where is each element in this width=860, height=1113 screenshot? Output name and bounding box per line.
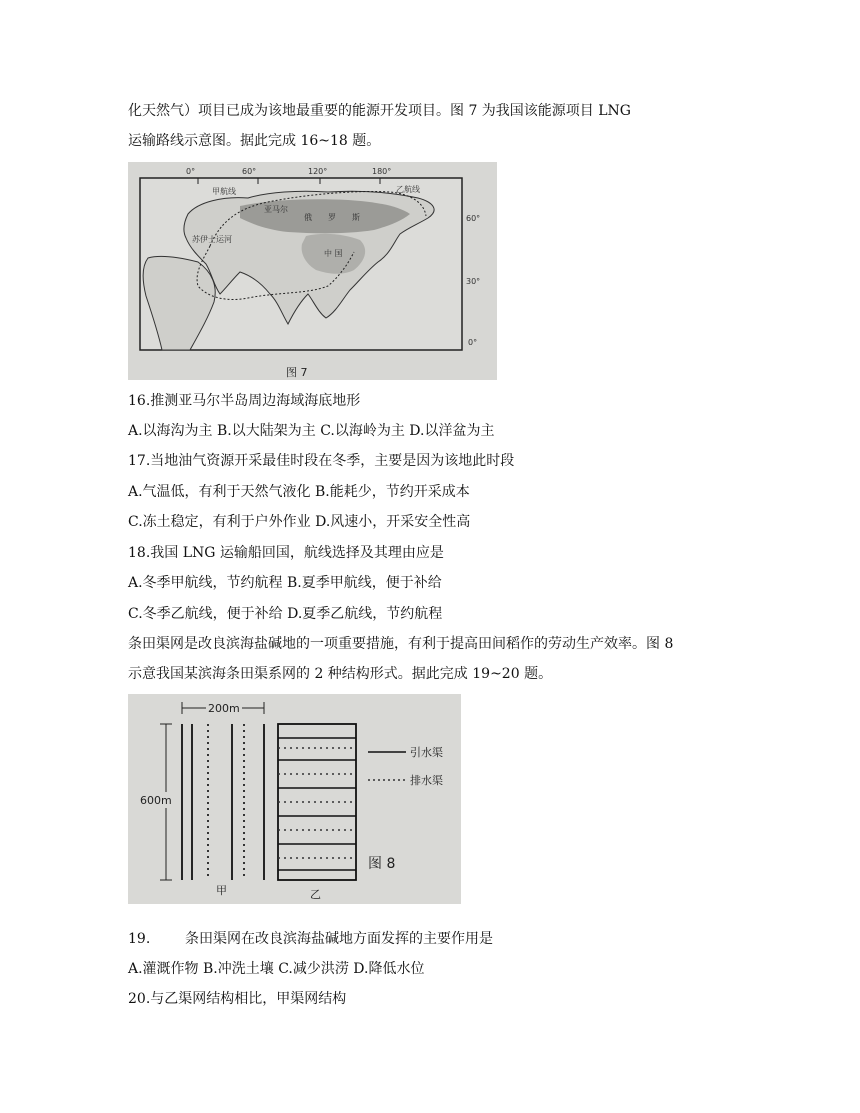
lon-label-120: 120° <box>308 167 328 176</box>
q18-options-1: A.冬季甲航线，节约航程 B.夏季甲航线，便于补给 <box>128 575 442 591</box>
lon-label-0: 0° <box>186 167 196 176</box>
lat-label-30: 30° <box>466 277 481 286</box>
lon-label-60: 60° <box>242 167 257 176</box>
intro2-line-2: 示意我国某滨海条田渠系网的 2 种结构形式。据此完成 19~20 题。 <box>128 666 553 682</box>
russia-label-1: 俄 <box>304 213 312 222</box>
figure-7-caption: 图 7 <box>286 366 308 379</box>
q19-line <box>128 929 493 949</box>
figure-8-diagram <box>128 694 461 904</box>
q18-stem: 18.我国 LNG 运输船回国，航线选择及其理由应是 <box>128 545 444 561</box>
width-label: 200m <box>208 702 240 715</box>
figure-8-caption: 图 8 <box>368 856 396 872</box>
legend-inflow: 引水渠 <box>410 746 443 759</box>
q18-options-2: C.冬季乙航线，便于补给 D.夏季乙航线，节约航程 <box>128 606 443 622</box>
q17-options-1: A.气温低，有利于天然气液化 B.能耗少，节约开采成本 <box>128 484 470 500</box>
china-label: 中 国 <box>324 249 343 258</box>
label-yi: 乙 <box>310 888 321 901</box>
lon-label-180: 180° <box>372 167 392 176</box>
q16-stem: 16.推测亚马尔半岛周边海域海底地形 <box>128 393 361 409</box>
route-b-label: 乙航线 <box>396 185 420 194</box>
q16-options: A.以海沟为主 B.以大陆架为主 C.以海岭为主 D.以洋盆为主 <box>128 423 495 439</box>
intro-line-1: 化天然气）项目已成为该地最重要的能源开发项目。图 7 为我国该能源项目 LNG <box>128 103 631 119</box>
lat-label-0: 0° <box>468 338 478 347</box>
suez-label: 苏伊士运河 <box>192 235 232 244</box>
q17-stem: 17.当地油气资源开采最佳时段在冬季，主要是因为该地此时段 <box>128 453 515 469</box>
height-label: 600m <box>140 794 172 807</box>
russia-label-3: 斯 <box>352 213 360 222</box>
intro2-line-1: 条田渠网是改良滨海盐碱地的一项重要措施，有利于提高田间稻作的劳动生产效率。图 8 <box>128 636 674 652</box>
yamal-label: 亚马尔 <box>264 205 288 214</box>
lat-label-60: 60° <box>466 214 481 223</box>
q19-stem: 条田渠网在改良滨海盐碱地方面发挥的主要作用是 <box>185 931 493 947</box>
q19-options: A.灌溉作物 B.冲洗土壤 C.减少洪涝 D.降低水位 <box>128 961 425 977</box>
route-a-label: 甲航线 <box>212 187 236 196</box>
intro-line-2: 运输路线示意图。据此完成 16~18 题。 <box>128 133 381 149</box>
q17-options-2: C.冻土稳定，有利于户外作业 D.风速小，开采安全性高 <box>128 514 471 530</box>
q20-stem: 20.与乙渠网结构相比，甲渠网结构 <box>128 991 347 1007</box>
russia-label-2: 罗 <box>328 213 336 222</box>
figure-7-map <box>128 162 497 380</box>
q19-number: 19. <box>128 931 151 947</box>
legend-drain: 排水渠 <box>410 774 443 787</box>
label-jia: 甲 <box>216 884 227 897</box>
